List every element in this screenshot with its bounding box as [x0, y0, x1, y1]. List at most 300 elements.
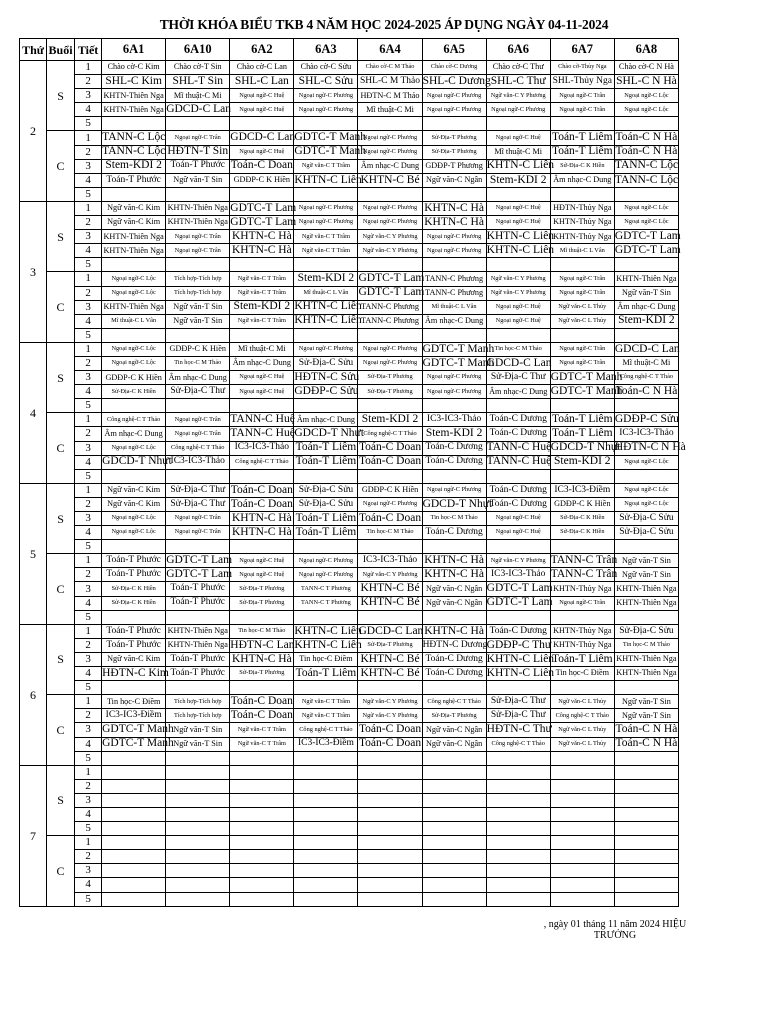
- subject-cell: HĐTN-C Kim: [102, 666, 169, 679]
- table-row: [20, 230, 679, 244]
- subject-cell: Tích hợp-Tích hợp: [166, 709, 230, 723]
- subject-cell: GDCD-C Lan: [230, 131, 296, 144]
- subject-cell: KHTN-C Hà: [230, 244, 294, 258]
- subject-cell: SHL-C Lan: [230, 75, 294, 89]
- subject-cell: GDTC-T Manh: [550, 370, 623, 383]
- subject-cell: GDTC-T Manh: [294, 145, 367, 158]
- subject-cell: [550, 681, 614, 695]
- subject-cell: Toán-T Liêm: [551, 652, 613, 665]
- signature-line-1: , ngày 01 tháng 11 năm 2024 HIỆU: [543, 919, 687, 930]
- subject-cell: [358, 836, 422, 850]
- subject-cell: Toán-T Phước: [166, 596, 230, 610]
- subject-cell: Ngữ văn-C Ngân: [422, 723, 486, 737]
- period-cell: 1: [75, 413, 102, 427]
- period-cell: 1: [75, 554, 102, 568]
- subject-cell: [102, 836, 166, 850]
- table-row: [20, 765, 679, 779]
- subject-cell: Tích hợp-Tích hợp: [166, 272, 230, 286]
- subject-cell: [102, 751, 166, 765]
- subject-cell: Toán-C Doan: [358, 723, 422, 736]
- subject-cell: [358, 864, 422, 878]
- table-row: [20, 568, 679, 582]
- subject-cell: KHTN-Thủy Nga: [550, 624, 614, 638]
- table-row: [20, 469, 679, 483]
- subject-cell: Toán-T Liêm: [295, 441, 357, 454]
- subject-cell: [230, 822, 294, 836]
- subject-cell: Chào cờ-C Kim: [102, 61, 166, 75]
- subject-cell: Sử-Địa-C Thư: [486, 695, 550, 709]
- period-cell: 3: [75, 300, 102, 314]
- subject-cell: Ngoại ngữ-C Trân: [166, 244, 230, 258]
- subject-cell: TANN-C Phương: [358, 300, 422, 314]
- subject-cell: [486, 892, 550, 906]
- page-title: THỜI KHÓA BIỂU TKB 4 NĂM HỌC 2024-2025 ÁP DỤNG NGÀY 04-11-2024: [159, 17, 609, 32]
- period-cell: 3: [75, 159, 102, 173]
- period-cell: 2: [75, 286, 102, 300]
- subject-cell: [614, 878, 678, 892]
- subject-cell: Ngoại ngữ-C Phương: [486, 103, 550, 117]
- subject-cell: Toán-C Doan: [230, 709, 293, 722]
- subject-cell: [294, 117, 358, 131]
- subject-cell: [422, 610, 486, 624]
- period-cell: 4: [75, 385, 102, 399]
- period-cell: 1: [75, 765, 102, 779]
- subject-cell: Ngoại ngữ-C Phương: [422, 483, 486, 497]
- subject-cell: [358, 892, 422, 906]
- subject-cell: Ngoại ngữ-C Lộc: [102, 526, 166, 540]
- subject-cell: Ngoại ngữ-C Trân: [166, 427, 230, 441]
- period-cell: 1: [75, 272, 102, 286]
- subject-cell: Ngữ văn-C L Thủy: [550, 695, 614, 709]
- subject-cell: Tin học-C Điềm: [294, 652, 358, 666]
- subject-cell: Ngữ văn-C Kim: [102, 216, 166, 230]
- subject-cell: [486, 765, 550, 779]
- subject-cell: Ngữ văn-C Ngân: [422, 173, 486, 187]
- subject-cell: KHTN-C Liên: [294, 624, 362, 637]
- subject-cell: [166, 328, 230, 342]
- period-cell: 3: [75, 582, 102, 596]
- table-row: [20, 61, 679, 75]
- period-cell: 5: [75, 822, 102, 836]
- period-cell: 3: [75, 371, 102, 385]
- subject-cell: [358, 779, 422, 793]
- subject-cell: [294, 850, 358, 864]
- period-cell: 4: [75, 596, 102, 610]
- subject-cell: IC3-IC3-Điềm: [550, 483, 614, 497]
- subject-cell: Stem-KDI 2: [614, 314, 678, 328]
- header-class: 6A1: [102, 39, 166, 61]
- subject-cell: [294, 822, 358, 836]
- period-cell: 2: [75, 638, 102, 652]
- subject-cell: [166, 793, 230, 807]
- subject-cell: GDCD-T Nhựt: [102, 455, 172, 468]
- subject-cell: [486, 540, 550, 554]
- subject-cell: Mĩ thuật-C Mi: [230, 342, 294, 356]
- subject-cell: [294, 328, 358, 342]
- period-cell: 1: [75, 131, 102, 145]
- subject-cell: Ngoại ngữ-C Phương: [358, 342, 422, 356]
- subject-cell: GDTC-T Manh: [422, 356, 495, 369]
- subject-cell: [422, 779, 486, 793]
- table-row: [20, 328, 679, 342]
- subject-cell: [358, 793, 422, 807]
- subject-cell: [166, 469, 230, 483]
- period-cell: 5: [75, 117, 102, 131]
- subject-cell: KHTN-C Liên: [486, 652, 555, 665]
- day-cell: 2: [20, 61, 47, 202]
- subject-cell: [422, 117, 486, 131]
- subject-cell: Toán-C Doan: [358, 441, 422, 454]
- subject-cell: Sử-Địa-C Sửu: [614, 512, 678, 526]
- subject-cell: KHTN-C Liên: [486, 666, 555, 679]
- subject-cell: [166, 681, 230, 695]
- subject-cell: [102, 765, 166, 779]
- subject-cell: GDTC-T Lam: [358, 272, 425, 285]
- subject-cell: [102, 187, 166, 201]
- subject-cell: Toán-C Doan: [358, 737, 422, 750]
- day-cell: 5: [20, 483, 47, 624]
- subject-cell: Stem-KDI 2: [486, 173, 550, 187]
- period-cell: 4: [75, 667, 102, 681]
- subject-cell: Toán-C Dương: [486, 427, 550, 441]
- subject-cell: Công nghệ-C T Thảo: [294, 723, 358, 737]
- period-cell: 2: [75, 568, 102, 582]
- subject-cell: Ngữ văn-C Y Phương: [358, 244, 422, 258]
- period-cell: 4: [75, 878, 102, 892]
- subject-cell: [550, 610, 614, 624]
- subject-cell: Ngoại ngữ-C Huệ: [230, 103, 294, 117]
- subject-cell: Ngữ văn-C Y Phương: [486, 272, 550, 286]
- subject-cell: Tin học-C M Thảo: [614, 638, 678, 652]
- table-row: [20, 173, 679, 187]
- table-row: [20, 807, 679, 821]
- subject-cell: Ngữ văn-T Sin: [166, 723, 230, 737]
- subject-cell: Sử-Địa-C Thư: [166, 483, 230, 497]
- subject-cell: [166, 878, 230, 892]
- subject-cell: Ngoại ngữ-C Phương: [294, 554, 358, 568]
- subject-cell: [486, 681, 550, 695]
- subject-cell: Ngữ văn-C T Trâm: [230, 314, 294, 328]
- subject-cell: [294, 610, 358, 624]
- subject-cell: [230, 187, 294, 201]
- subject-cell: GDTC-T Lam: [230, 201, 297, 214]
- table-row: [20, 117, 679, 131]
- subject-cell: Ngữ văn-C Kim: [102, 483, 166, 497]
- subject-cell: [550, 540, 614, 554]
- table-row: [20, 596, 679, 610]
- header-period: Tiết: [75, 39, 102, 61]
- table-row: [20, 723, 679, 737]
- subject-cell: [422, 864, 486, 878]
- subject-cell: [166, 765, 230, 779]
- subject-cell: [614, 822, 678, 836]
- subject-cell: Mĩ thuật-C Mi: [166, 89, 230, 103]
- subject-cell: Công nghệ-C T Thảo: [486, 737, 550, 751]
- subject-cell: Ngoại ngữ-C Lộc: [614, 455, 678, 469]
- subject-cell: Ngữ văn-C Kim: [102, 497, 166, 511]
- subject-cell: Stem-KDI 2: [550, 455, 614, 469]
- subject-cell: TANN-C Huệ: [486, 441, 552, 454]
- period-cell: 1: [75, 61, 102, 75]
- table-row: [20, 836, 679, 850]
- subject-cell: Tin học-C M Thảo: [166, 356, 230, 370]
- subject-cell: Toán-T Phước: [102, 173, 166, 187]
- subject-cell: [486, 807, 550, 821]
- subject-cell: Ngữ văn-C T Trâm: [230, 272, 294, 286]
- subject-cell: Ngoại ngữ-C Phương: [358, 201, 422, 215]
- table-row: [20, 892, 679, 906]
- subject-cell: Mĩ thuật-C L Vân: [102, 314, 166, 328]
- subject-cell: [166, 892, 230, 906]
- subject-cell: GDTC-T Lam: [614, 229, 681, 242]
- header-class: 6A7: [550, 39, 614, 61]
- subject-cell: Mĩ thuật-C Mi: [358, 103, 422, 117]
- subject-cell: [102, 892, 166, 906]
- subject-cell: Ngoại ngữ-C Phương: [294, 89, 358, 103]
- header-class: 6A5: [422, 39, 486, 61]
- subject-cell: [614, 751, 678, 765]
- period-cell: 5: [75, 751, 102, 765]
- subject-cell: GDCD-T Nhựt: [550, 441, 621, 454]
- subject-cell: Toán-T Phước: [166, 582, 230, 596]
- table-row: [20, 159, 679, 173]
- table-row: [20, 258, 679, 272]
- subject-cell: Ngữ văn-C Kim: [102, 652, 166, 666]
- subject-cell: GDTC-T Manh: [102, 737, 174, 750]
- subject-cell: Tin học-C M Thảo: [486, 342, 550, 356]
- subject-cell: SHL-C N Hà: [616, 74, 677, 87]
- subject-cell: [358, 187, 422, 201]
- subject-cell: Sử-Địa-C Sửu: [294, 483, 358, 497]
- subject-cell: [230, 399, 294, 413]
- subject-cell: Sử-Địa-C Sửu: [614, 624, 678, 638]
- period-cell: 3: [75, 230, 102, 244]
- subject-cell: [486, 864, 550, 878]
- subject-cell: Ngữ văn-C L Thủy: [550, 723, 614, 737]
- subject-cell: Ngoại ngữ-C Huệ: [486, 526, 550, 540]
- subject-cell: Sử-Địa-T Phương: [422, 145, 486, 159]
- subject-cell: Tin học-C Điềm: [550, 667, 614, 681]
- subject-cell: [422, 878, 486, 892]
- subject-cell: Ngữ văn-C L Thủy: [550, 737, 614, 751]
- subject-cell: KHTN-Thiên Nga: [614, 272, 678, 286]
- table-row: [20, 216, 679, 230]
- subject-cell: Tin học-C M Thảo: [358, 526, 422, 540]
- subject-cell: Công nghệ-C T Thảo: [422, 695, 486, 709]
- subject-cell: Sử-Địa-C Thư: [166, 385, 230, 399]
- subject-cell: Ngoại ngữ-C Huệ: [230, 554, 294, 568]
- subject-cell: SHL-C Sửu: [294, 75, 358, 89]
- subject-cell: [230, 779, 294, 793]
- subject-cell: Chào cờ-C Sửu: [294, 61, 358, 75]
- subject-cell: GDĐP-C K Hiền: [230, 173, 294, 187]
- subject-cell: Sử-Địa-C K Hiền: [550, 512, 614, 526]
- period-cell: 3: [75, 793, 102, 807]
- subject-cell: Ngoại ngữ-C Phương: [422, 89, 486, 103]
- subject-cell: Toán-C Dương: [422, 455, 486, 469]
- subject-cell: [294, 779, 358, 793]
- subject-cell: [550, 850, 614, 864]
- subject-cell: Ngoại ngữ-C Phương: [294, 342, 358, 356]
- subject-cell: [614, 258, 678, 272]
- subject-cell: Toán-T Liêm: [551, 145, 613, 158]
- subject-cell: Toán-T Liêm: [295, 511, 357, 524]
- table-row: [20, 610, 679, 624]
- subject-cell: [166, 807, 230, 821]
- subject-cell: Ngoại ngữ-C Trân: [550, 89, 614, 103]
- subject-cell: KHTN-C Hà: [422, 201, 486, 215]
- table-row: [20, 624, 679, 638]
- subject-cell: KHTN-C Bé: [358, 596, 422, 610]
- subject-cell: IC3-IC3-Thảo: [614, 427, 678, 441]
- subject-cell: KHTN-C Liên: [486, 244, 555, 257]
- period-cell: 4: [75, 455, 102, 469]
- subject-cell: [422, 540, 486, 554]
- subject-cell: Ngoại ngữ-C Huệ: [230, 385, 294, 399]
- period-cell: 2: [75, 850, 102, 864]
- subject-cell: Ngoại ngữ-C Trân: [550, 272, 614, 286]
- subject-cell: KHTN-C Bé: [358, 582, 422, 596]
- subject-cell: KHTN-Thiên Nga: [102, 89, 166, 103]
- subject-cell: Ngoại ngữ-C Huệ: [230, 89, 294, 103]
- period-cell: 5: [75, 892, 102, 906]
- subject-cell: Âm nhạc-C Dung: [358, 159, 422, 173]
- subject-cell: Toán-C Doan: [230, 159, 293, 172]
- period-cell: 1: [75, 342, 102, 356]
- subject-cell: GDTC-T Lam: [230, 215, 297, 228]
- subject-cell: KHTN-C Hà: [422, 624, 486, 638]
- subject-cell: Âm nhạc-C Dung: [486, 385, 550, 399]
- subject-cell: [230, 793, 294, 807]
- subject-cell: IC3-IC3-Điềm: [102, 709, 166, 723]
- subject-cell: Ngoại ngữ-C Lộc: [102, 272, 166, 286]
- timetable-body: [20, 61, 686, 907]
- subject-cell: [166, 187, 230, 201]
- table-row: [20, 145, 679, 159]
- subject-cell: [358, 610, 422, 624]
- subject-cell: TANN-C Phương: [422, 272, 486, 286]
- subject-cell: Âm nhạc-C Dung: [550, 173, 614, 187]
- subject-cell: Ngữ văn-C Y Phương: [358, 230, 422, 244]
- subject-cell: [102, 469, 166, 483]
- subject-cell: GDĐP-C K Hiền: [550, 497, 614, 511]
- subject-cell: Toán-C Dương: [486, 413, 550, 427]
- subject-cell: Ngoại ngữ-C Phương: [422, 385, 486, 399]
- subject-cell: GDTC-T Manh: [550, 384, 623, 397]
- subject-cell: [102, 540, 166, 554]
- subject-cell: Ngoại ngữ-C Lộc: [102, 356, 166, 370]
- subject-cell: [294, 187, 358, 201]
- subject-cell: GDTC-T Lam: [166, 554, 233, 567]
- session-cell: S: [47, 483, 75, 553]
- subject-cell: [102, 399, 166, 413]
- subject-cell: SHL-C Kim: [102, 75, 166, 89]
- subject-cell: Sử-Địa-C K Hiền: [550, 159, 614, 173]
- header-class: 6A8: [614, 39, 678, 61]
- subject-cell: [486, 328, 550, 342]
- subject-cell: KHTN-Thiên Nga: [102, 103, 166, 117]
- subject-cell: [294, 807, 358, 821]
- period-cell: 3: [75, 723, 102, 737]
- table-row: [20, 131, 679, 145]
- subject-cell: TANN-C Lộc: [102, 145, 166, 158]
- subject-cell: Sử-Địa-T Phương: [358, 385, 422, 399]
- subject-cell: Ngữ văn-C Y Phương: [358, 568, 422, 582]
- subject-cell: Sử-Địa-C K Hiền: [102, 582, 166, 596]
- subject-cell: [294, 540, 358, 554]
- session-cell: C: [47, 554, 75, 624]
- day-cell: 7: [20, 765, 47, 906]
- subject-cell: GDTC-T Lam: [166, 568, 233, 581]
- period-cell: 1: [75, 201, 102, 215]
- session-cell: S: [47, 61, 75, 131]
- subject-cell: Toán-C Dương: [422, 441, 486, 455]
- subject-cell: Toán-C Dương: [422, 667, 486, 681]
- period-cell: 4: [75, 737, 102, 751]
- subject-cell: Sử-Địa-C K Hiền: [102, 385, 166, 399]
- table-row: [20, 695, 679, 709]
- subject-cell: Ngoại ngữ-C Huệ: [486, 300, 550, 314]
- table-row: [20, 441, 679, 455]
- subject-cell: Ngoại ngữ-C Trân: [166, 526, 230, 540]
- subject-cell: Ngoại ngữ-C Lộc: [102, 512, 166, 526]
- subject-cell: KHTN-Thủy Nga: [550, 638, 614, 652]
- subject-cell: [550, 836, 614, 850]
- subject-cell: [102, 328, 166, 342]
- subject-cell: [550, 328, 614, 342]
- subject-cell: Sử-Địa-T Phương: [230, 596, 294, 610]
- subject-cell: Âm nhạc-C Dung: [166, 371, 230, 385]
- subject-cell: [614, 850, 678, 864]
- subject-cell: [614, 469, 678, 483]
- subject-cell: [102, 878, 166, 892]
- subject-cell: Ngoại ngữ-C Trân: [550, 342, 614, 356]
- subject-cell: Ngoại ngữ-C Trân: [550, 596, 614, 610]
- subject-cell: HĐTN-C Lan: [230, 638, 295, 651]
- subject-cell: GDCD-C Lan: [166, 103, 232, 116]
- period-cell: 5: [75, 328, 102, 342]
- table-row: [20, 554, 679, 568]
- subject-cell: Sử-Địa-C K Hiền: [102, 596, 166, 610]
- subject-cell: Công nghệ-C T Thảo: [614, 371, 678, 385]
- subject-cell: KHTN-Thủy Nga: [550, 230, 614, 244]
- subject-cell: GDCD-T Nhựt: [422, 497, 493, 510]
- subject-cell: Ngoại ngữ-C Phương: [422, 103, 486, 117]
- subject-cell: TANN-C Huệ: [230, 413, 295, 426]
- subject-cell: Ngoại ngữ-C Phương: [422, 244, 486, 258]
- subject-cell: Ngữ văn-C T Trâm: [230, 737, 294, 751]
- subject-cell: [422, 399, 486, 413]
- subject-cell: [230, 878, 294, 892]
- subject-cell: GDCD-C Lan: [358, 624, 424, 637]
- subject-cell: KHTN-Thiên Nga: [102, 230, 166, 244]
- subject-cell: Ngữ văn-C T Trâm: [230, 723, 294, 737]
- subject-cell: Toán-C Doan: [358, 511, 422, 524]
- subject-cell: IC3-IC3-Điềm: [294, 737, 358, 751]
- subject-cell: Chào cờ-Thủy Nga: [550, 61, 614, 75]
- subject-cell: Ngữ văn-C Y Phương: [486, 554, 550, 568]
- subject-cell: IC3-IC3-Thảo: [486, 568, 550, 582]
- subject-cell: Stem-KDI 2: [358, 413, 422, 427]
- subject-cell: KHTN-Thiên Nga: [166, 216, 230, 230]
- subject-cell: Toán-C Dương: [486, 624, 550, 638]
- subject-cell: [294, 399, 358, 413]
- subject-cell: [230, 540, 294, 554]
- subject-cell: [102, 793, 166, 807]
- subject-cell: Ngoại ngữ-C Lộc: [614, 216, 678, 230]
- subject-cell: GDCD-C Lan: [614, 342, 680, 355]
- table-row: [20, 103, 679, 117]
